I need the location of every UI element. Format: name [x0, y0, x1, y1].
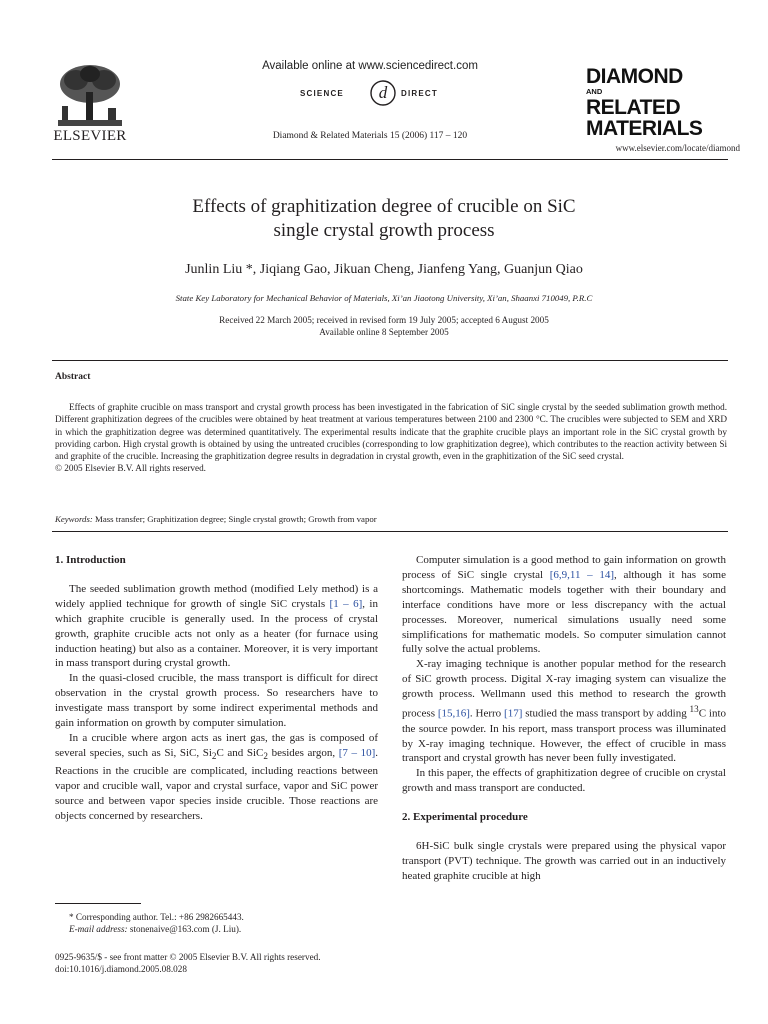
footnote: [55, 911, 375, 935]
journal-url-link[interactable]: www.elsevier.com/locate/diamond: [615, 143, 740, 153]
keywords-label: Keywords:: [55, 514, 93, 524]
right-column: [402, 553, 726, 884]
paragraph-5: X-ray imaging technique is another popular method for the research of SiC growth process. Digital X-ray imaging system can visualize the growth process. Wellmann used this method to research the growth process [15,16]. Herro [17] studied the mass transport by adding $^{13}$C into the source powder. In his report, mass transport process was illuminated by X-ray imaging technique. However, the effect of crucible in mass transport and crystal growth has never been fully investigated.: [402, 658, 726, 765]
available-line: Available online 8 September 2005: [319, 327, 449, 337]
sciencedirect-logo-left: SCIENCE: [300, 89, 344, 98]
abstract-copyright: © 2005 Elsevier B.V. All rights reserved.: [55, 463, 206, 474]
left-column: [55, 553, 378, 824]
title-line-1: Effects of graphitization degree of crucible on SiC: [192, 196, 576, 217]
abstract-heading: Abstract: [55, 372, 91, 382]
sciencedirect-logo-right: DIRECT: [401, 89, 438, 98]
journal-logo-line4: MATERIALS: [586, 116, 703, 140]
citation-17[interactable]: [17]: [504, 707, 523, 720]
doi-line[interactable]: doi:10.1016/j.diamond.2005.08.028: [55, 964, 187, 974]
abstract-bottom-divider: [52, 531, 728, 532]
abstract-top-divider: [52, 360, 728, 361]
section-2-heading: 2. Experimental procedure: [402, 811, 528, 824]
paragraph-3: In a crucible where argon acts as inert gas, the gas is composed of several species, such as Si, SiC, $Si_2C$ and SiC$_2$ besides argon, [7 – 10]. Reactions in the crucible are complicated, including reactions between vapor and crucible wall, vapor and crystal surface, vapor and SiC power source and between vapor species inside crucible. Those reactions are objects concerned by researchers.: [55, 731, 379, 822]
keywords-list: Mass transfer; Graphitization degree; Single crystal growth; Growth from vapor: [95, 514, 377, 524]
journal-logo: [586, 66, 736, 139]
affiliation: State Key Laboratory for Mechanical Behavior of Materials, Xi’an Jiaotong University, Xi’an, Shaanxi 710049, P.R.C: [175, 293, 593, 303]
svg-text:d: d: [378, 83, 388, 102]
paragraph-1: The seeded sublimation growth method (modified Lely method) is a widely applied technique for growth of single SiC crystals [1 – 6], in which graphite crucible is generally used. In the process of crystal growth, graphite crucible acts not only as a heater (for furnace using induction heating) but also as a container. Moreover, it is very important in mass transport during crystal growth.: [55, 582, 378, 670]
journal-logo-line3: RELATED: [586, 95, 681, 119]
available-online-text: Available online at www.sciencedirect.com: [262, 60, 478, 72]
email-line: [55, 923, 375, 935]
citation-1-6[interactable]: [1 – 6]: [329, 597, 363, 610]
paragraph-7: 6H-SiC bulk single crystals were prepared using the physical vapor transport (PVT) technique. The growth was carried out in an inductively heated graphite crucible at high: [402, 840, 726, 882]
issn-line: 0925-9635/$ - see front matter © 2005 Elsevier B.V. All rights reserved.: [55, 952, 321, 962]
citation-6-9-11-14[interactable]: [6,9,11 – 14]: [549, 568, 614, 581]
abstract-body: Effects of graphite crucible on mass transport and crystal growth process has been investigated in the fabrication of SiC single crystal by the seeded sublimation growth method. Different graphitization degrees of the crucibles were obtained by heat treatment at various temperatures between 2100 and 2300 °C. The crucibles were subjected to SEM and XRD in which the graphitization degree was determined quantitatively. The experimental results indicate that the graphite crucible plays an important role in the SiC crystal growth by providing carbon. High crystal growth is obtained by using the untreated crucibles (corresponding to low graphitization degree), which contributes to the reaction activity between Si and graphite of the crucible. Increasing the graphitization degree results in degradation in crystal growth, even in the graphitization of the SiC seed crystal.: [55, 402, 727, 462]
citation-15-16[interactable]: [15,16]: [437, 707, 470, 720]
abstract-text: [55, 401, 727, 475]
article-title: [60, 195, 708, 243]
journal-logo-line1: DIAMOND: [586, 65, 683, 88]
keywords: [55, 514, 727, 524]
received-dates: [60, 314, 708, 338]
elsevier-tree-logo: [52, 62, 128, 130]
sciencedirect-at-icon: [366, 78, 400, 108]
journal-reference: Diamond & Related Materials 15 (2006) 117 – 120: [272, 131, 468, 141]
received-line: Received 22 March 2005; received in revised form 19 July 2005; accepted 6 August 2005: [219, 315, 549, 325]
paragraph-4: Computer simulation is a good method to gain information on growth process of SiC single crystal [6,9,11 – 14], although it has some shortcomings. Mathematic models together with their boundary and interface conditions have more or less discrepancy with the actual processes. Moreover, numerical simulations usually need some simplifications for mathematic models. So computer simulation cannot fully solve the actual problems.: [402, 554, 726, 656]
publisher-name: ELSEVIER: [53, 128, 127, 144]
email-label: E-mail address:: [69, 924, 128, 934]
citation-7-10[interactable]: [7 – 10]: [338, 746, 376, 759]
paragraph-6: In this paper, the effects of graphitization degree of crucible on crystal growth and mass transport are conducted.: [402, 767, 726, 795]
author-list: Junlin Liu *, Jiqiang Gao, Jikuan Cheng, Jianfeng Yang, Guanjun Qiao: [185, 262, 583, 277]
front-matter: [55, 951, 385, 975]
paragraph-2: In the quasi-closed crucible, the mass transport is difficult for direct observation in the crystal growth process. So researchers have to investigate mass transport by some indirect experimental methods and gain information on growth by computer simulation.: [55, 672, 378, 730]
corresponding-author: * Corresponding author. Tel.: +86 2982665443.: [69, 912, 244, 922]
journal-logo-line2: AND: [586, 87, 603, 96]
title-line-2: single crystal growth process: [273, 220, 495, 241]
header-divider: [52, 159, 728, 160]
email-address[interactable]: stonenaive@163.com (J. Liu).: [129, 924, 242, 934]
footnote-divider: [55, 903, 141, 904]
section-1-heading: 1. Introduction: [55, 554, 126, 566]
